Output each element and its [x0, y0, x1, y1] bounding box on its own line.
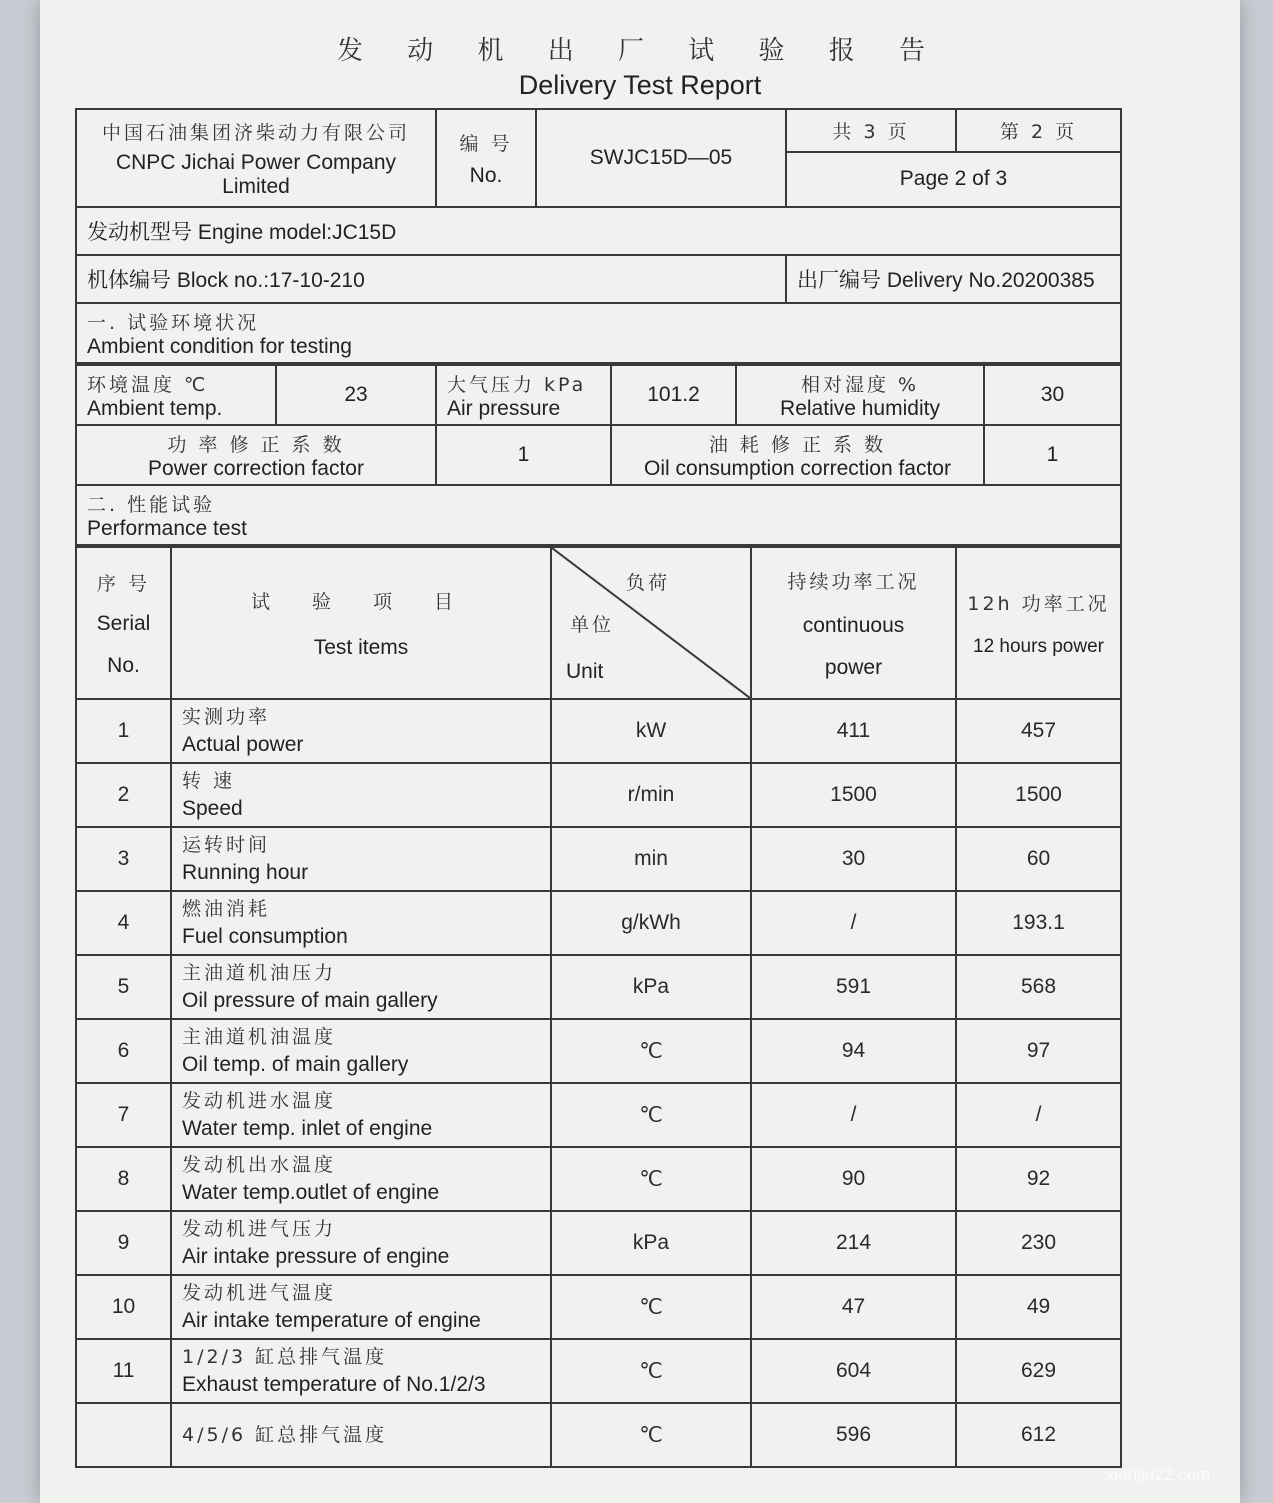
table-row [76, 1083, 1121, 1147]
table-row [76, 827, 1121, 891]
row-test-item [171, 1083, 551, 1147]
row-continuous-value: 1500 [751, 763, 956, 827]
header-block [75, 108, 1120, 1468]
row-test-item [171, 763, 551, 827]
row-12h-value: / [956, 1083, 1121, 1147]
row-serial: 1 [76, 699, 171, 763]
row-unit: ℃ [551, 1403, 751, 1467]
delivery-number [786, 255, 1121, 303]
row-test-item [171, 699, 551, 763]
performance-section-cn: 二. 性能试验 [87, 493, 216, 516]
row-12h-value: 230 [956, 1211, 1121, 1275]
number-label-en: No. [469, 163, 503, 187]
row-continuous-value: / [751, 891, 956, 955]
row-continuous-value: 411 [751, 699, 956, 763]
row-unit: ℃ [551, 1275, 751, 1339]
row-continuous-value: / [751, 1083, 956, 1147]
row-unit: ℃ [551, 1339, 751, 1403]
table-row [76, 1147, 1121, 1211]
row-test-item-en: Water temp.outlet of engine [182, 1181, 440, 1204]
ambient-section-header [76, 303, 1121, 363]
row-12h-value: 1500 [956, 763, 1121, 827]
row-12h-value: 629 [956, 1339, 1121, 1403]
air-pressure-label [436, 365, 611, 425]
report-sheet [40, 0, 1240, 1503]
row-continuous-value: 591 [751, 955, 956, 1019]
row-test-item-en: Water temp. inlet of engine [182, 1117, 433, 1140]
row-test-item-cn: 燃油消耗 [182, 898, 271, 920]
power-cf-value: 1 [436, 425, 611, 485]
row-serial: 11 [76, 1339, 171, 1403]
humidity-label [736, 365, 984, 425]
performance-table [75, 546, 1122, 1468]
row-test-item [171, 1147, 551, 1211]
table-row [76, 699, 1121, 763]
table-row [76, 1403, 1121, 1467]
row-continuous-value: 47 [751, 1275, 956, 1339]
row-test-item-en: Air intake pressure of engine [182, 1245, 450, 1268]
row-unit: kW [551, 699, 751, 763]
col-serial [76, 547, 171, 699]
row-12h-value: 457 [956, 699, 1121, 763]
row-test-item-en: Running hour [182, 861, 309, 884]
block-number [76, 255, 786, 303]
page-number-cn: 第 2 页 [956, 109, 1121, 152]
row-12h-value: 612 [956, 1403, 1121, 1467]
table-row [76, 955, 1121, 1019]
col-continuous-en-2: power [824, 655, 883, 679]
col-serial-en-1: Serial [96, 611, 151, 635]
ambient-section-en: Ambient condition for testing [87, 334, 352, 358]
row-test-item [171, 827, 551, 891]
row-12h-value: 49 [956, 1275, 1121, 1339]
ambient-temp-value: 23 [276, 365, 436, 425]
row-serial: 4 [76, 891, 171, 955]
ambient-temp-label [76, 365, 276, 425]
col-test-items-en: Test items [313, 635, 409, 659]
col-unit-load [551, 547, 751, 699]
row-serial: 6 [76, 1019, 171, 1083]
row-test-item-en: Exhaust temperature of No.1/2/3 [182, 1373, 486, 1396]
row-test-item-en: Oil pressure of main gallery [182, 989, 438, 1012]
row-12h-value: 97 [956, 1019, 1121, 1083]
table-row [76, 891, 1121, 955]
humidity-cn: 相对湿度 % [800, 373, 920, 396]
air-pressure-cn: 大气压力 kPa [447, 373, 587, 396]
row-test-item-en: Fuel consumption [182, 925, 348, 948]
row-continuous-value: 90 [751, 1147, 956, 1211]
delivery-number-text: 出厂编号 Delivery No.20200385 [797, 269, 1095, 292]
power-cf-cn: 功 率 修 正 系 数 [167, 433, 345, 456]
row-continuous-value: 94 [751, 1019, 956, 1083]
row-12h-value: 92 [956, 1147, 1121, 1211]
row-test-item-cn: 4/5/6 缸总排气温度 [182, 1424, 388, 1446]
row-test-item-en: Oil temp. of main gallery [182, 1053, 409, 1076]
oil-cf-en: Oil consumption correction factor [644, 456, 951, 480]
row-unit: ℃ [551, 1147, 751, 1211]
engine-model [76, 207, 1121, 255]
ambient-temp-en: Ambient temp. [87, 396, 223, 420]
row-test-item-cn: 运转时间 [182, 834, 271, 856]
row-unit: kPa [551, 1211, 751, 1275]
row-test-item-en: Air intake temperature of engine [182, 1309, 481, 1332]
ambient-section-cn: 一. 试验环境状况 [87, 311, 260, 334]
row-test-item [171, 1403, 551, 1467]
col-unit-cn: 单位 [570, 614, 615, 636]
col-unit-en: Unit [566, 660, 604, 683]
row-12h-value: 193.1 [956, 891, 1121, 955]
ambient-temp-cn: 环境温度 ℃ [87, 373, 209, 396]
row-test-item [171, 1339, 551, 1403]
row-test-item [171, 1019, 551, 1083]
row-unit: ℃ [551, 1083, 751, 1147]
row-continuous-value: 604 [751, 1339, 956, 1403]
row-test-item [171, 891, 551, 955]
watermark: xianjiu22.com [1106, 1465, 1210, 1484]
power-cf-label [76, 425, 436, 485]
number-label-cn: 编 号 [459, 132, 513, 155]
row-continuous-value: 30 [751, 827, 956, 891]
row-serial: 9 [76, 1211, 171, 1275]
row-test-item-cn: 发动机出水温度 [182, 1154, 337, 1176]
row-test-item-cn: 主油道机油压力 [182, 962, 337, 984]
row-test-item-en: Speed [182, 797, 243, 820]
row-test-item-cn: 转 速 [182, 770, 236, 792]
block-number-text: 机体编号 Block no.:17-10-210 [87, 269, 365, 292]
company-name-en: CNPC Jichai Power Company Limited [115, 150, 397, 198]
row-test-item-cn: 发动机进气压力 [182, 1218, 337, 1240]
col-test-items [171, 547, 551, 699]
company-name-cn: 中国石油集团济柴动力有限公司 [101, 121, 410, 144]
col-test-items-cn: 试 验 项 目 [250, 590, 472, 613]
table-row [76, 1211, 1121, 1275]
row-test-item-cn: 实测功率 [182, 706, 271, 728]
row-serial: 10 [76, 1275, 171, 1339]
col-12h [956, 547, 1121, 699]
col-12h-en: 12 hours power [973, 635, 1104, 657]
col-12h-cn: 12h 功率工况 [967, 592, 1110, 615]
row-serial: 2 [76, 763, 171, 827]
row-unit: r/min [551, 763, 751, 827]
col-serial-en-2: No. [107, 653, 140, 677]
report-number: SWJC15D—05 [536, 109, 786, 207]
row-test-item-cn: 1/2/3 缸总排气温度 [182, 1346, 388, 1368]
col-continuous [751, 547, 956, 699]
col-continuous-cn: 持续功率工况 [787, 570, 920, 593]
engine-model-text: 发动机型号 Engine model:JC15D [87, 221, 397, 244]
row-serial: 8 [76, 1147, 171, 1211]
number-label-cell [436, 109, 536, 207]
col-continuous-en-1: continuous [802, 613, 905, 637]
row-test-item-cn: 发动机进气温度 [182, 1282, 337, 1304]
row-unit: min [551, 827, 751, 891]
row-test-item-en: Actual power [182, 733, 304, 756]
company-cell [76, 109, 436, 207]
row-unit: ℃ [551, 1019, 751, 1083]
air-pressure-en: Air pressure [447, 396, 561, 420]
row-test-item [171, 1211, 551, 1275]
row-12h-value: 60 [956, 827, 1121, 891]
oil-cf-label [611, 425, 984, 485]
report-title-en: Delivery Test Report [518, 70, 762, 100]
performance-rows [76, 699, 1121, 1467]
row-unit: kPa [551, 955, 751, 1019]
row-test-item [171, 1275, 551, 1339]
row-serial: 5 [76, 955, 171, 1019]
report-title-cn: 发 动 机 出 厂 试 验 报 告 [336, 36, 944, 66]
row-serial [76, 1403, 171, 1467]
row-continuous-value: 596 [751, 1403, 956, 1467]
table-row [76, 1019, 1121, 1083]
performance-section-en: Performance test [87, 516, 247, 540]
total-pages: 共 3 页 [786, 109, 956, 152]
row-test-item-cn: 发动机进水温度 [182, 1090, 337, 1112]
performance-section-header [76, 485, 1121, 545]
col-load-cn: 负荷 [625, 572, 670, 594]
oil-cf-value: 1 [984, 425, 1121, 485]
row-12h-value: 568 [956, 955, 1121, 1019]
row-serial: 3 [76, 827, 171, 891]
humidity-en: Relative humidity [780, 396, 940, 420]
row-unit: g/kWh [551, 891, 751, 955]
col-serial-cn: 序 号 [96, 572, 151, 595]
table-row [76, 763, 1121, 827]
row-test-item-cn: 主油道机油温度 [182, 1026, 337, 1048]
table-row [76, 1275, 1121, 1339]
table-row [76, 1339, 1121, 1403]
oil-cf-cn: 油 耗 修 正 系 数 [708, 433, 887, 456]
humidity-value: 30 [984, 365, 1121, 425]
row-continuous-value: 214 [751, 1211, 956, 1275]
power-cf-en: Power correction factor [148, 456, 364, 480]
row-serial: 7 [76, 1083, 171, 1147]
row-test-item [171, 955, 551, 1019]
page-number-en: Page 2 of 3 [786, 152, 1121, 207]
air-pressure-value: 101.2 [611, 365, 736, 425]
